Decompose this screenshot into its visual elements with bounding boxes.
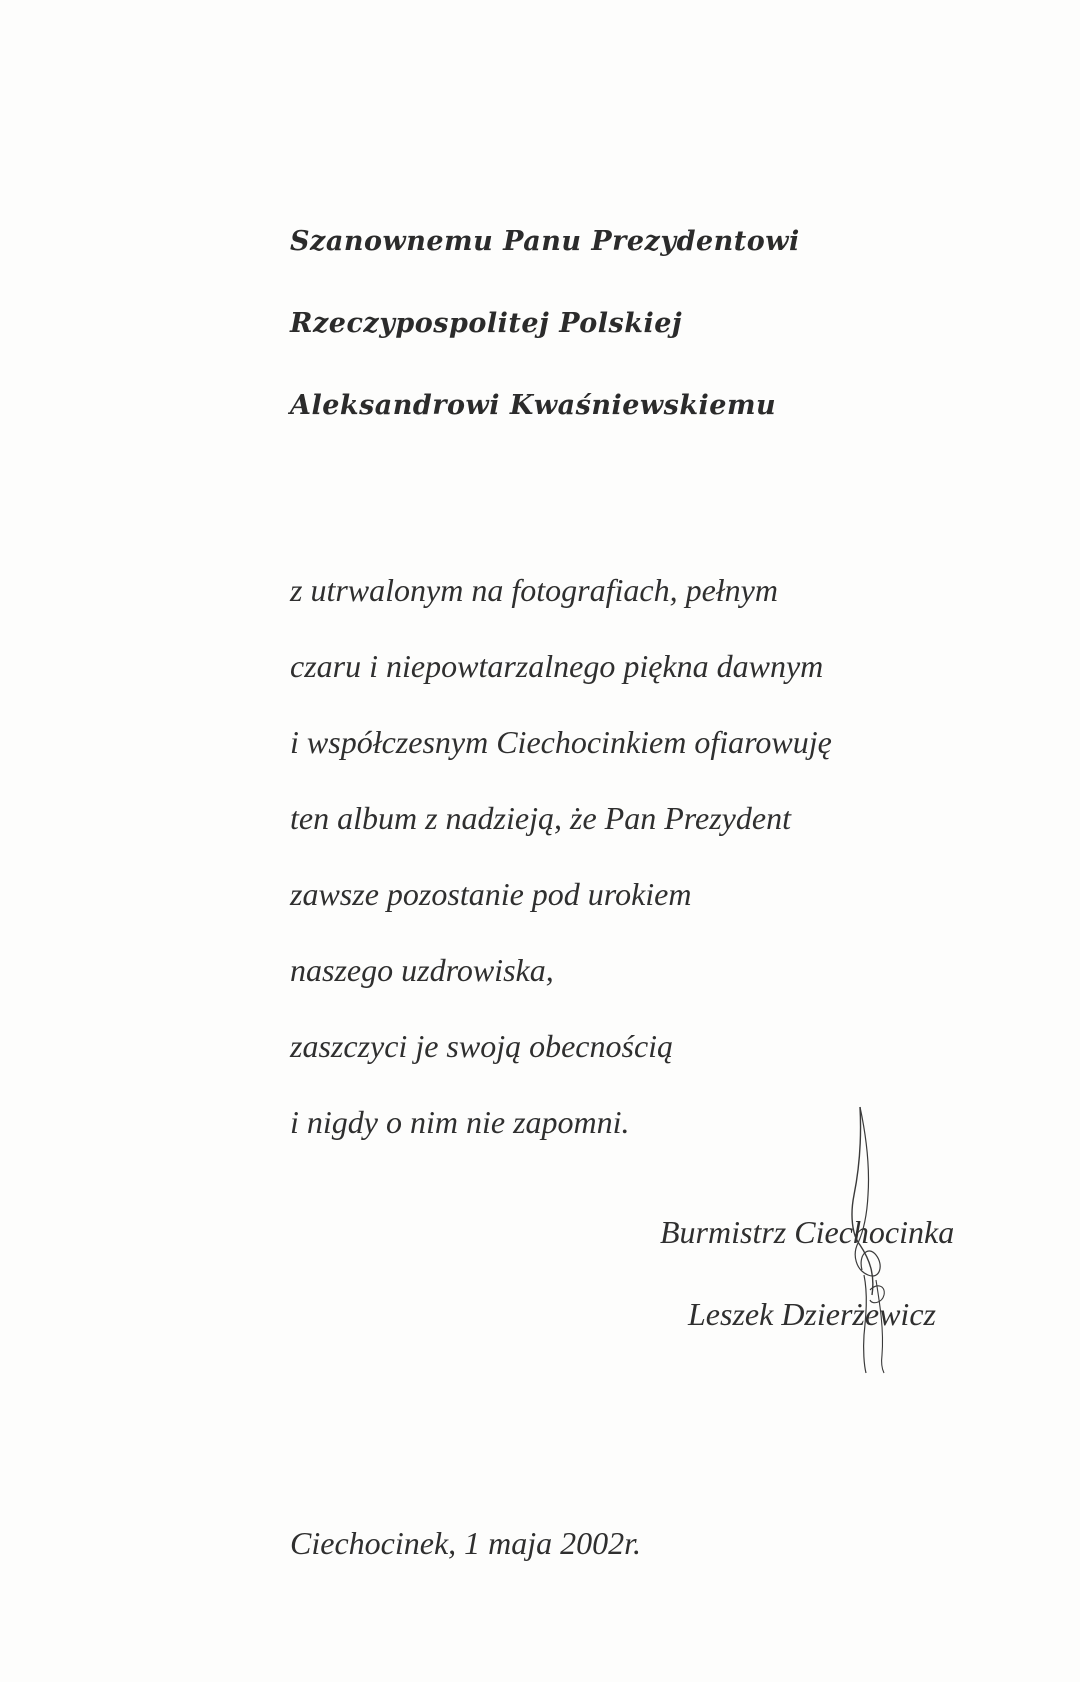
salutation-line-3: Aleksandrowi Kwaśniewskiemu [290, 390, 777, 421]
handwritten-signature [840, 1105, 920, 1375]
place-and-date: Ciechocinek, 1 maja 2002r. [290, 1525, 642, 1561]
salutation-block [290, 222, 800, 468]
letter-body [290, 570, 832, 1178]
signature-stroke-main [852, 1107, 873, 1295]
signatory-title: Burmistrz Ciechocinka [660, 1214, 955, 1250]
signature-stroke-right [876, 1280, 884, 1373]
signatory-name: Leszek Dzierżewicz [688, 1296, 936, 1332]
body-line-4: ten album z nadzieją, że Pan Prezydent [290, 800, 791, 836]
body-line-5: zawsze pozostanie pod urokiem [290, 876, 692, 912]
body-line-3: i współczesnym Ciechocinkiem ofiarowuję [290, 724, 832, 760]
salutation-line-1: Szanownemu Panu Prezydentowi [290, 226, 800, 257]
body-line-6: naszego uzdrowiska, [290, 952, 554, 988]
body-line-8: i nigdy o nim nie zapomni. [290, 1104, 630, 1140]
signature-stroke-loop [855, 1107, 880, 1276]
body-line-2: czaru i niepowtarzalnego piękna dawnym [290, 648, 824, 684]
signature-stroke-lower [864, 1275, 867, 1373]
body-line-1: z utrwalonym na fotografiach, pełnym [290, 572, 778, 608]
body-line-7: zaszczyci je swoją obecnością [290, 1028, 674, 1064]
salutation-line-2: Rzeczypospolitej Polskiej [290, 308, 683, 339]
